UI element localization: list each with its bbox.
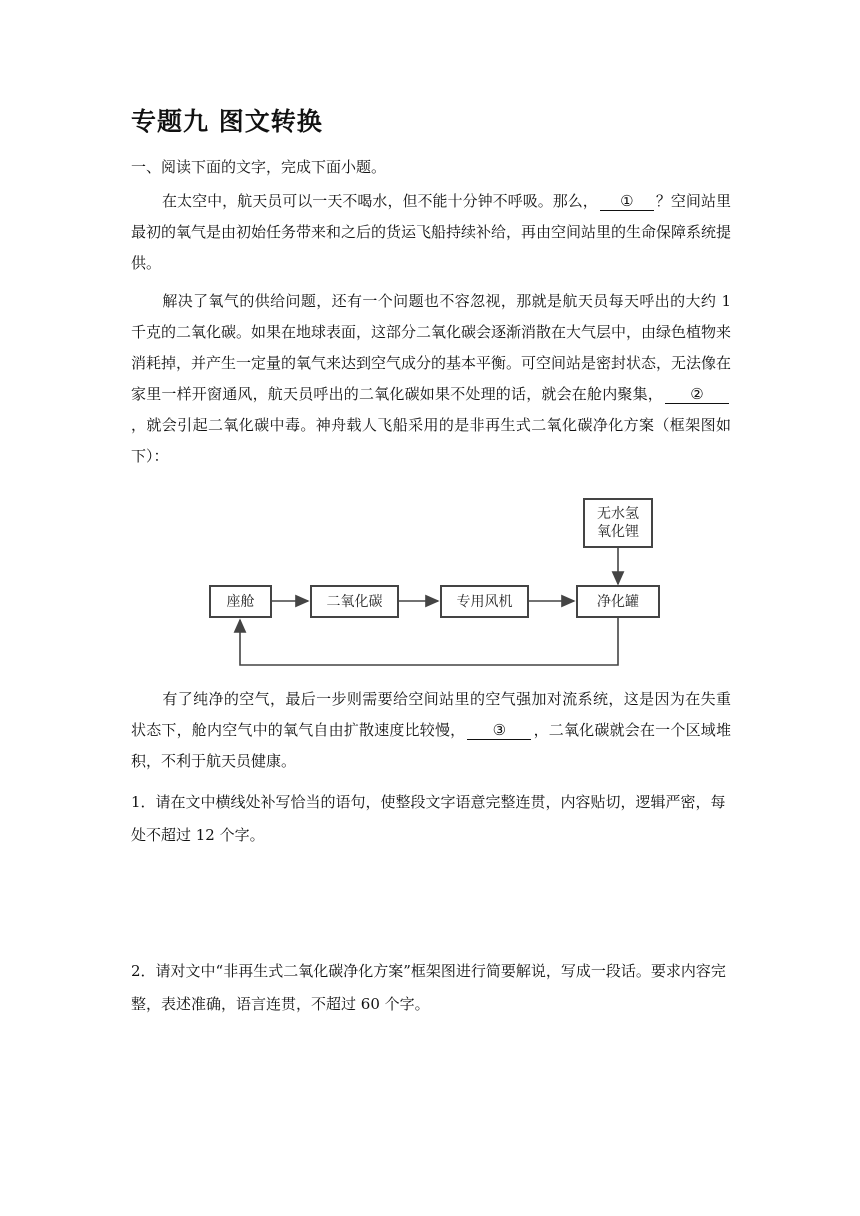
paragraph-3-text-b: ，二氧化碳就会在一个区域堆积，不利于航天员健康。 (131, 721, 731, 770)
purification-flow-diagram (205, 493, 665, 673)
page-title: 专题九 图文转换 (131, 107, 323, 136)
box-lithium-hydroxide: 无水氢氧化锂 (583, 498, 653, 548)
question-1: 1．请在文中横线处补写恰当的语句，使整段文字语意完整连贯，内容贴切，逻辑严密，每处不超过 12 个字。 (131, 793, 726, 844)
paragraph-3-text-a: 有了纯净的空气，最后一步则需要给空间站里的空气强加对流系统，这是因为在失重状态下，舱内空气中的氧气自由扩散速度比较慢， (131, 690, 731, 739)
box-co2: 二氧化碳 (310, 585, 399, 618)
paragraph-2-text-b: ，就会引起二氧化碳中毒。神舟载人飞船采用的是非再生式二氧化碳净化方案（框架图如下）： (131, 416, 731, 465)
paragraph-3 (131, 684, 731, 777)
box-fan: 专用风机 (440, 585, 529, 618)
paragraph-1-text-a: 在太空中，航天员可以一天不喝水，但不能十分钟不呼吸。那么， (162, 192, 598, 210)
blank-2: ② (665, 385, 729, 404)
paragraph-2 (131, 286, 731, 472)
paragraph-1 (131, 186, 731, 279)
box-cabin: 座舱 (209, 585, 272, 618)
arrow-purifier-return-to-cabin (240, 618, 618, 665)
box-purifier: 净化罐 (576, 585, 660, 618)
question-2: 2．请对文中“非再生式二氧化碳净化方案”框架图进行简要解说，写成一段话。要求内容完整，表述准确，语言连贯，不超过 60 个字。 (131, 962, 726, 1013)
paragraph-2-text-a: 解决了氧气的供给问题，还有一个问题也不容忽视，那就是航天员每天呼出的大约 1 千克的二氧化碳。如果在地球表面，这部分二氧化碳会逐渐消散在大气层中，由绿色植物来消耗掉，并产生一定量的氧气来达到空气成分的基本平衡。可空间站是密封状态，无法像在家里一样开窗通风，航天员呼出的二氧化碳如果不处理的话，就会在舱内聚集， (131, 292, 732, 403)
blank-1: ① (600, 192, 654, 211)
blank-3: ③ (467, 721, 531, 740)
paragraph-1-text-b: ？空间站里最初的氧气是由初始任务带来和之后的货运飞船持续补给，再由空间站里的生命保障系统提供。 (131, 192, 732, 272)
section-heading: 一、阅读下面的文字，完成下面小题。 (131, 158, 387, 176)
